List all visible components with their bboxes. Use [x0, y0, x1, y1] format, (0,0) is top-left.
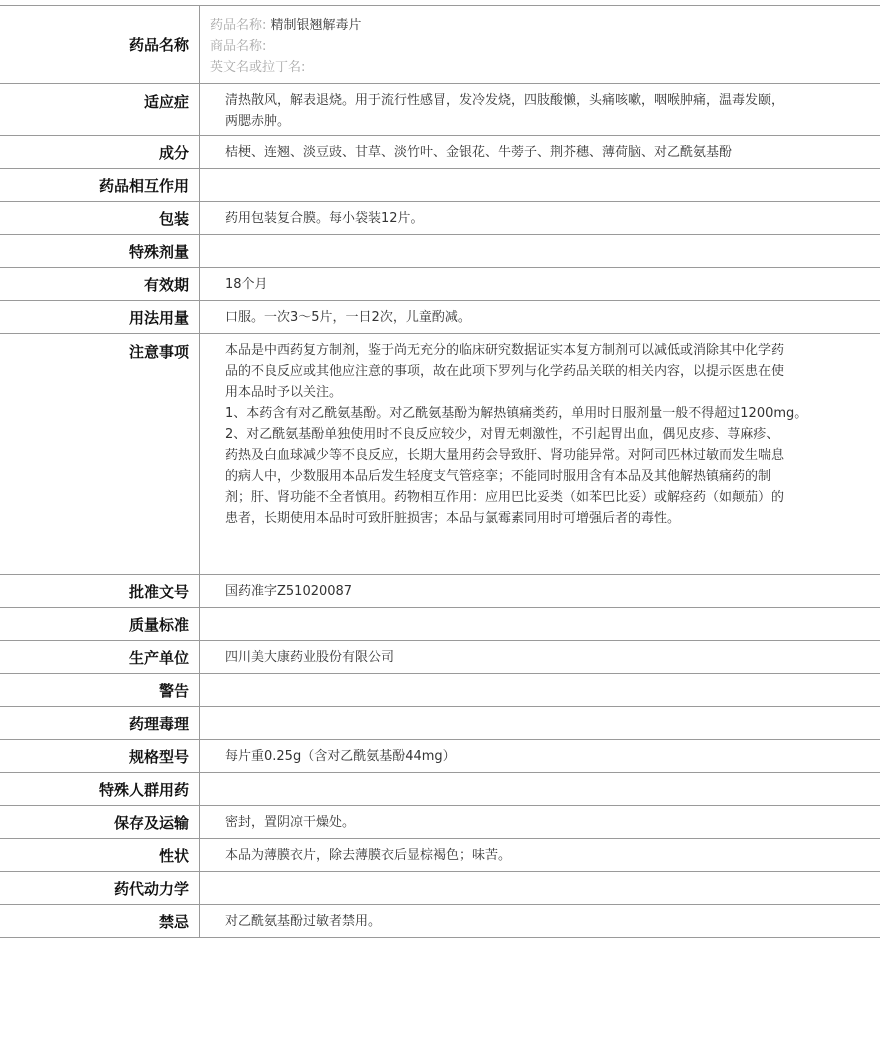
row-label: 药代动力学	[0, 872, 200, 904]
row-value	[200, 641, 880, 673]
drug-info-table	[0, 5, 880, 938]
row-quality-standard	[0, 608, 880, 641]
row-manufacturer	[0, 641, 880, 674]
trade-name-key: 商品名称:	[210, 39, 267, 54]
row-value	[200, 839, 880, 871]
row-value	[200, 301, 880, 333]
row-approval-number	[0, 575, 880, 608]
row-value	[200, 872, 880, 904]
row-contraindications	[0, 905, 880, 938]
drug-name-line	[210, 15, 362, 36]
drug-name-key: 药品名称:	[210, 18, 267, 33]
row-label: 规格型号	[0, 740, 200, 772]
indications-text: 清热散风，解表退烧。用于流行性感冒，发冷发烧，四肢酸懒，头痛咳嗽，咽喉肿痛，温毒发颐，两腮赤肿。	[225, 93, 785, 129]
row-value	[200, 169, 880, 201]
row-value	[200, 905, 880, 937]
row-label: 包装	[0, 202, 200, 234]
row-pharmacokinetics	[0, 872, 880, 905]
row-value	[200, 806, 880, 838]
row-value	[200, 334, 880, 574]
row-label: 药品相互作用	[0, 169, 200, 201]
row-label: 特殊人群用药	[0, 773, 200, 805]
row-label: 药品名称	[0, 6, 200, 83]
row-value	[200, 608, 880, 640]
row-dosage	[0, 301, 880, 334]
precautions-paragraph: 1、本药含有对乙酰氨基酚。对乙酰氨基酚为解热镇痛类药，单用时日服剂量一般不得超过1200mg。	[225, 406, 808, 421]
row-label: 用法用量	[0, 301, 200, 333]
row-indications	[0, 84, 880, 136]
row-label: 警告	[0, 674, 200, 706]
row-value	[200, 575, 880, 607]
precautions-paragraph: 本品是中西药复方制剂，鉴于尚无充分的临床研究数据证实本复方制剂可以减低或消除其中化学药品的不良反应或其他应注意的事项，故在此项下罗列与化学药品关联的相关内容，以提示医患在使用本品时予以关注。	[225, 343, 785, 400]
row-special-dosage	[0, 235, 880, 268]
row-value	[200, 84, 880, 135]
row-precautions	[0, 334, 880, 575]
row-value	[200, 202, 880, 234]
drug-name-block	[200, 6, 382, 83]
row-label: 禁忌	[0, 905, 200, 937]
ingredients-text: 桔梗、连翘、淡豆豉、甘草、淡竹叶、金银花、牛蒡子、荆芥穗、薄荷脑、对乙酰氨基酚	[225, 145, 733, 160]
row-label: 性状	[0, 839, 200, 871]
row-packaging	[0, 202, 880, 235]
row-pharmacology	[0, 707, 880, 740]
contraindications-text: 对乙酰氨基酚过敏者禁用。	[225, 914, 382, 929]
row-label: 成分	[0, 136, 200, 168]
row-label: 适应症	[0, 84, 200, 135]
manufacturer-text: 四川美大康药业股份有限公司	[225, 650, 395, 665]
row-label: 注意事项	[0, 334, 200, 574]
row-label: 特殊剂量	[0, 235, 200, 267]
row-label: 有效期	[0, 268, 200, 300]
row-storage	[0, 806, 880, 839]
precautions-paragraph: 2、对乙酰氨基酚单独使用时不良反应较少，对胃无刺激性，不引起胃出血，偶见皮疹、荨麻疹、药热及白血球减少等不良反应，长期大量用药会导致肝、肾功能异常。对阿司匹林过敏而发生喘息的病人中，少数服用本品后发生轻度支气管痉挛；不能同时服用含有本品及其他解热镇痛药的制剂；肝、肾功能不全者慎用。药物相互作用：应用巴比妥类（如苯巴比妥）或解痉药（如颠茄）的患者，长期使用本品时可致肝脏损害；本品与氯霉素同用时可增强后者的毒性。	[225, 427, 785, 526]
row-label: 质量标准	[0, 608, 200, 640]
storage-text: 密封，置阴凉干燥处。	[225, 815, 356, 830]
dosage-text: 口服。一次3～5片，一日2次，儿童酌减。	[225, 310, 471, 325]
row-label: 保存及运输	[0, 806, 200, 838]
specification-text: 每片重0.25g（含对乙酰氨基酚44mg）	[225, 749, 456, 764]
row-value	[200, 707, 880, 739]
packaging-text: 药用包装复合膜。每小袋装12片。	[225, 211, 424, 226]
trade-name-line	[210, 36, 362, 57]
row-label: 药理毒理	[0, 707, 200, 739]
description-text: 本品为薄膜衣片，除去薄膜衣后显棕褐色；味苦。	[225, 848, 512, 863]
row-value	[200, 235, 880, 267]
drug-name-value: 精制银翘解毒片	[270, 18, 362, 33]
row-ingredients	[0, 136, 880, 169]
row-value	[200, 740, 880, 772]
row-value	[200, 674, 880, 706]
row-specification	[0, 740, 880, 773]
row-special-populations	[0, 773, 880, 806]
row-label: 批准文号	[0, 575, 200, 607]
row-value	[200, 773, 880, 805]
shelf-life-text: 18个月	[225, 277, 268, 292]
row-label: 生产单位	[0, 641, 200, 673]
row-shelf-life	[0, 268, 880, 301]
row-value	[200, 136, 880, 168]
row-drug-interactions	[0, 169, 880, 202]
approval-number-text: 国药准字Z51020087	[225, 584, 353, 599]
row-value	[200, 268, 880, 300]
english-name-key: 英文名或拉丁名:	[210, 60, 306, 75]
row-drug-name	[0, 6, 880, 84]
row-warning	[0, 674, 880, 707]
english-name-line	[210, 57, 362, 78]
row-description	[0, 839, 880, 872]
